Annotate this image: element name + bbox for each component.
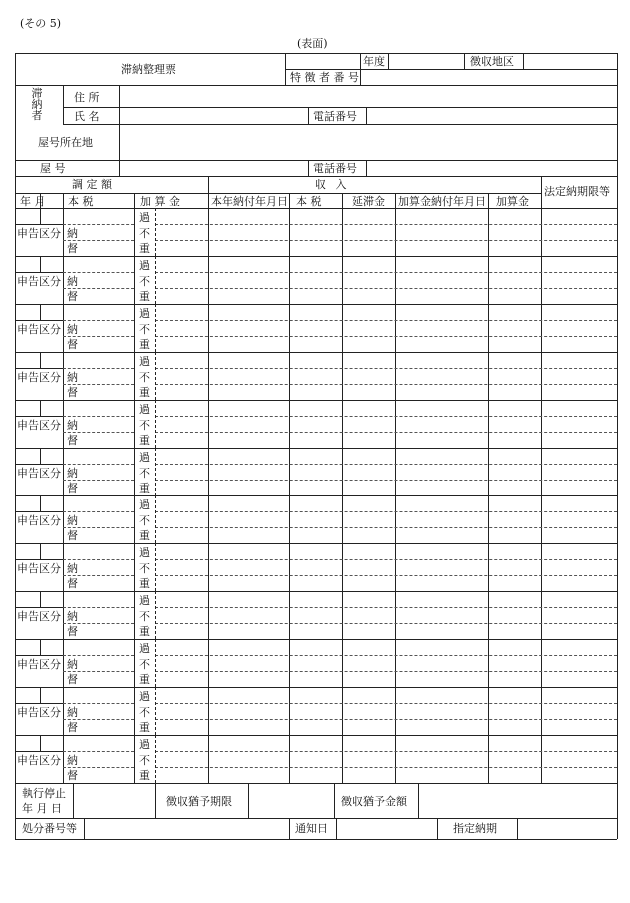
ju-label: 重 bbox=[139, 434, 150, 447]
ju-label: 重 bbox=[139, 625, 150, 638]
ka-label: 過 bbox=[139, 642, 150, 655]
fu-label: 不 bbox=[139, 754, 150, 767]
nou-label: 納 bbox=[67, 227, 78, 240]
declaration-label: 申告区分 bbox=[17, 371, 61, 384]
legal-deadline-header: 法定納期限等 bbox=[544, 185, 610, 198]
nou-label: 納 bbox=[67, 706, 78, 719]
ka-label: 過 bbox=[139, 355, 150, 368]
collection-area-label: 徴収地区 bbox=[470, 55, 514, 68]
nou-label: 納 bbox=[67, 371, 78, 384]
nou-label: 納 bbox=[67, 658, 78, 671]
declaration-label: 申告区分 bbox=[17, 467, 61, 480]
ju-label: 重 bbox=[139, 673, 150, 686]
ka-label: 過 bbox=[139, 259, 150, 272]
fu-label: 不 bbox=[139, 467, 150, 480]
penalty-header: 加 算 金 bbox=[140, 195, 180, 208]
toku-label: 督 bbox=[67, 290, 78, 303]
declaration-label: 申告区分 bbox=[17, 706, 61, 719]
nou-label: 納 bbox=[67, 754, 78, 767]
ju-label: 重 bbox=[139, 386, 150, 399]
ju-label: 重 bbox=[139, 769, 150, 782]
principal-header: 本 税 bbox=[68, 195, 94, 208]
assessed-header: 調 定 額 bbox=[72, 178, 112, 191]
nou-label: 納 bbox=[67, 610, 78, 623]
ju-label: 重 bbox=[139, 290, 150, 303]
special-number-label: 特 徴 者 番 号 bbox=[290, 71, 359, 84]
declaration-label: 申告区分 bbox=[17, 610, 61, 623]
ju-label: 重 bbox=[139, 721, 150, 734]
ka-label: 過 bbox=[139, 546, 150, 559]
form-title: 滞納整理票 bbox=[121, 63, 176, 76]
page-label: (その 5) bbox=[20, 17, 62, 30]
shop-name-label: 屋 号 bbox=[40, 162, 66, 175]
fu-label: 不 bbox=[139, 514, 150, 527]
designated-deadline-label: 指定納期 bbox=[453, 822, 497, 835]
premises-location-label: 屋号所在地 bbox=[38, 136, 93, 149]
fu-label: 不 bbox=[139, 706, 150, 719]
suspension-label-2: 年 月 日 bbox=[22, 802, 62, 815]
toku-label: 督 bbox=[67, 482, 78, 495]
toku-label: 督 bbox=[67, 242, 78, 255]
ka-label: 過 bbox=[139, 738, 150, 751]
declaration-label: 申告区分 bbox=[17, 514, 61, 527]
fu-label: 不 bbox=[139, 323, 150, 336]
toku-label: 督 bbox=[67, 338, 78, 351]
nou-label: 納 bbox=[67, 275, 78, 288]
grace-period-label: 徴収猶予期限 bbox=[166, 795, 232, 808]
toku-label: 督 bbox=[67, 625, 78, 638]
name-label: 氏 名 bbox=[74, 110, 100, 123]
ka-label: 過 bbox=[139, 451, 150, 464]
received-header: 収 入 bbox=[315, 178, 350, 191]
declaration-label: 申告区分 bbox=[17, 658, 61, 671]
ka-label: 過 bbox=[139, 498, 150, 511]
ju-label: 重 bbox=[139, 482, 150, 495]
address-label: 住 所 bbox=[74, 91, 100, 104]
year-month-header: 年 月 bbox=[20, 195, 46, 208]
ju-label: 重 bbox=[139, 338, 150, 351]
fu-label: 不 bbox=[139, 610, 150, 623]
ka-label: 過 bbox=[139, 403, 150, 416]
delinquency-charge-header: 延滞金 bbox=[352, 195, 385, 208]
declaration-label: 申告区分 bbox=[17, 227, 61, 240]
nou-label: 納 bbox=[67, 562, 78, 575]
toku-label: 督 bbox=[67, 769, 78, 782]
toku-label: 督 bbox=[67, 721, 78, 734]
grace-amount-label: 徴収猶予金額 bbox=[341, 795, 407, 808]
principal2-header: 本 税 bbox=[296, 195, 322, 208]
nou-label: 納 bbox=[67, 419, 78, 432]
fiscal-year-label: 年度 bbox=[363, 55, 385, 68]
taxpayer-group-label: 滞 納 者 bbox=[31, 87, 43, 122]
phone2-label: 電話番号 bbox=[313, 162, 357, 175]
toku-label: 督 bbox=[67, 529, 78, 542]
ka-label: 過 bbox=[139, 307, 150, 320]
phone-label: 電話番号 bbox=[313, 110, 357, 123]
suspension-label-1: 執行停止 bbox=[22, 787, 66, 800]
declaration-label: 申告区分 bbox=[17, 562, 61, 575]
penalty2-header: 加算金 bbox=[496, 195, 529, 208]
notice-date-label: 通知日 bbox=[295, 822, 328, 835]
declaration-label: 申告区分 bbox=[17, 419, 61, 432]
payment-date-header: 本年納付年月日 bbox=[211, 195, 288, 208]
toku-label: 督 bbox=[67, 673, 78, 686]
ju-label: 重 bbox=[139, 242, 150, 255]
ka-label: 過 bbox=[139, 594, 150, 607]
penalty-payment-date-header: 加算金納付年月日 bbox=[398, 195, 486, 208]
nou-label: 納 bbox=[67, 467, 78, 480]
declaration-label: 申告区分 bbox=[17, 275, 61, 288]
face-label: (表面) bbox=[297, 37, 328, 50]
fu-label: 不 bbox=[139, 419, 150, 432]
nou-label: 納 bbox=[67, 514, 78, 527]
declaration-label: 申告区分 bbox=[17, 323, 61, 336]
ka-label: 過 bbox=[139, 211, 150, 224]
fu-label: 不 bbox=[139, 371, 150, 384]
fu-label: 不 bbox=[139, 658, 150, 671]
toku-label: 督 bbox=[67, 577, 78, 590]
toku-label: 督 bbox=[67, 386, 78, 399]
toku-label: 督 bbox=[67, 434, 78, 447]
fu-label: 不 bbox=[139, 227, 150, 240]
disposition-number-label: 処分番号等 bbox=[22, 822, 77, 835]
ju-label: 重 bbox=[139, 529, 150, 542]
ka-label: 過 bbox=[139, 690, 150, 703]
nou-label: 納 bbox=[67, 323, 78, 336]
ju-label: 重 bbox=[139, 577, 150, 590]
fu-label: 不 bbox=[139, 562, 150, 575]
declaration-label: 申告区分 bbox=[17, 754, 61, 767]
fu-label: 不 bbox=[139, 275, 150, 288]
